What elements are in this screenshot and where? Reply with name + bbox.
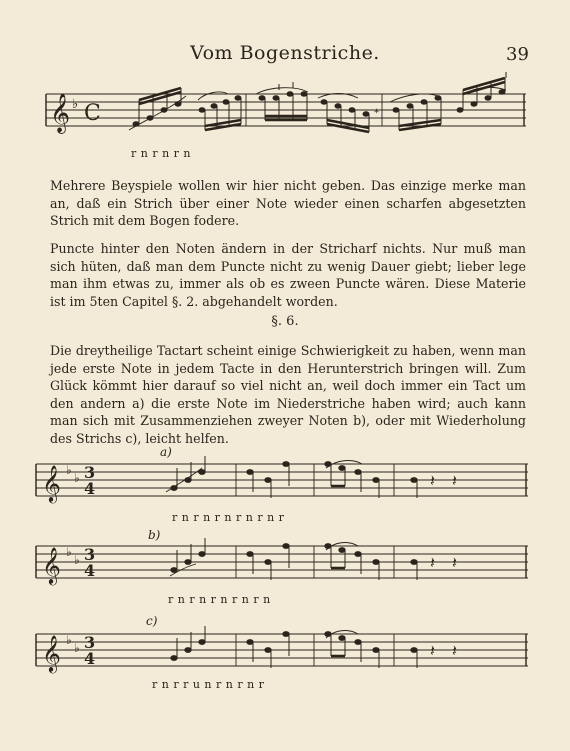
svg-text:𝄽: 𝄽 bbox=[452, 553, 457, 572]
section-heading: §. 6. bbox=[271, 314, 299, 329]
svg-text:𝄽: 𝄽 bbox=[430, 641, 435, 660]
common-time-icon: C bbox=[84, 101, 101, 126]
flat-icon: ♭ bbox=[72, 97, 79, 112]
paragraph-2: Puncte hinter den Noten ändern in der Stricharf nichts. Nur muß man sich hüten, daß man dem Puncte nicht zu wenig Dauer giebt; lieber lege man ihm etwas zu, immer als ob es zween Puncte wären. Diese Materie ist im 5ten Capitel §. 2. abgehandelt worden. bbox=[50, 241, 526, 309]
treble-clef-icon: 𝄞 bbox=[42, 634, 61, 672]
music-example-b bbox=[36, 538, 528, 588]
example-c-label: c) bbox=[146, 614, 158, 628]
bowing-marks-top: r n r n r n bbox=[131, 147, 192, 160]
paragraph-3: Die dreytheilige Tactart scheint einige Schwierigkeit zu haben, wenn man jede erste Note in jedem Tacte in den Herunterstrich bringen will. Zum Glück kömmt hier darauf so viel nicht an, weil doch immer ein Tact um den andern a) die erste Note im Niederstriche haben wird; auch kann man sich mit Zusammenziehen zweyer Noten b), oder mit Wiederholung des Strichs c), leicht helfen. bbox=[50, 343, 526, 446]
treble-clef-icon: 𝄞 bbox=[42, 546, 61, 584]
svg-text:3: 3 bbox=[84, 633, 96, 652]
page-number: 39 bbox=[506, 44, 529, 65]
music-example-top bbox=[46, 80, 526, 142]
flat-icon: ♭ bbox=[74, 641, 80, 655]
treble-clef-icon: 𝄞 bbox=[42, 464, 61, 502]
svg-text:3: 3 bbox=[84, 463, 96, 482]
flat-icon: ♭ bbox=[66, 463, 72, 477]
svg-text:4: 4 bbox=[84, 479, 96, 498]
svg-text:4: 4 bbox=[84, 649, 96, 668]
bowing-marks-a: r n r n r n r n r n r bbox=[172, 511, 285, 524]
svg-text:𝄽: 𝄽 bbox=[452, 641, 457, 660]
svg-text:𝄽: 𝄽 bbox=[430, 471, 435, 490]
svg-text:4: 4 bbox=[84, 561, 96, 580]
svg-text:3: 3 bbox=[84, 545, 96, 564]
example-a-label: a) bbox=[160, 445, 172, 459]
bowing-marks-c: r n r r u n r n r n r bbox=[152, 678, 265, 691]
flat-icon: ♭ bbox=[74, 553, 80, 567]
running-head: Vom Bogenstriche. bbox=[190, 42, 380, 64]
svg-text:*: * bbox=[374, 108, 379, 119]
svg-text:𝄽: 𝄽 bbox=[430, 553, 435, 572]
svg-text:𝄽: 𝄽 bbox=[452, 471, 457, 490]
flat-icon: ♭ bbox=[66, 545, 72, 559]
example-b-label: b) bbox=[148, 528, 161, 542]
music-example-a bbox=[36, 456, 528, 506]
bowing-marks-b: r n r n r n r n r n bbox=[168, 593, 271, 606]
flat-icon: ♭ bbox=[74, 471, 80, 485]
treble-clef-icon: 𝄞 bbox=[50, 93, 71, 133]
flat-icon: ♭ bbox=[66, 633, 72, 647]
paragraph-1: Mehrere Beyspiele wollen wir hier nicht geben. Das einzige merke man an, daß ein Strich über einer Note wieder einen scharfen abgesetzten Strich mit dem Bogen fodere. bbox=[50, 178, 526, 229]
music-example-c bbox=[36, 626, 528, 676]
